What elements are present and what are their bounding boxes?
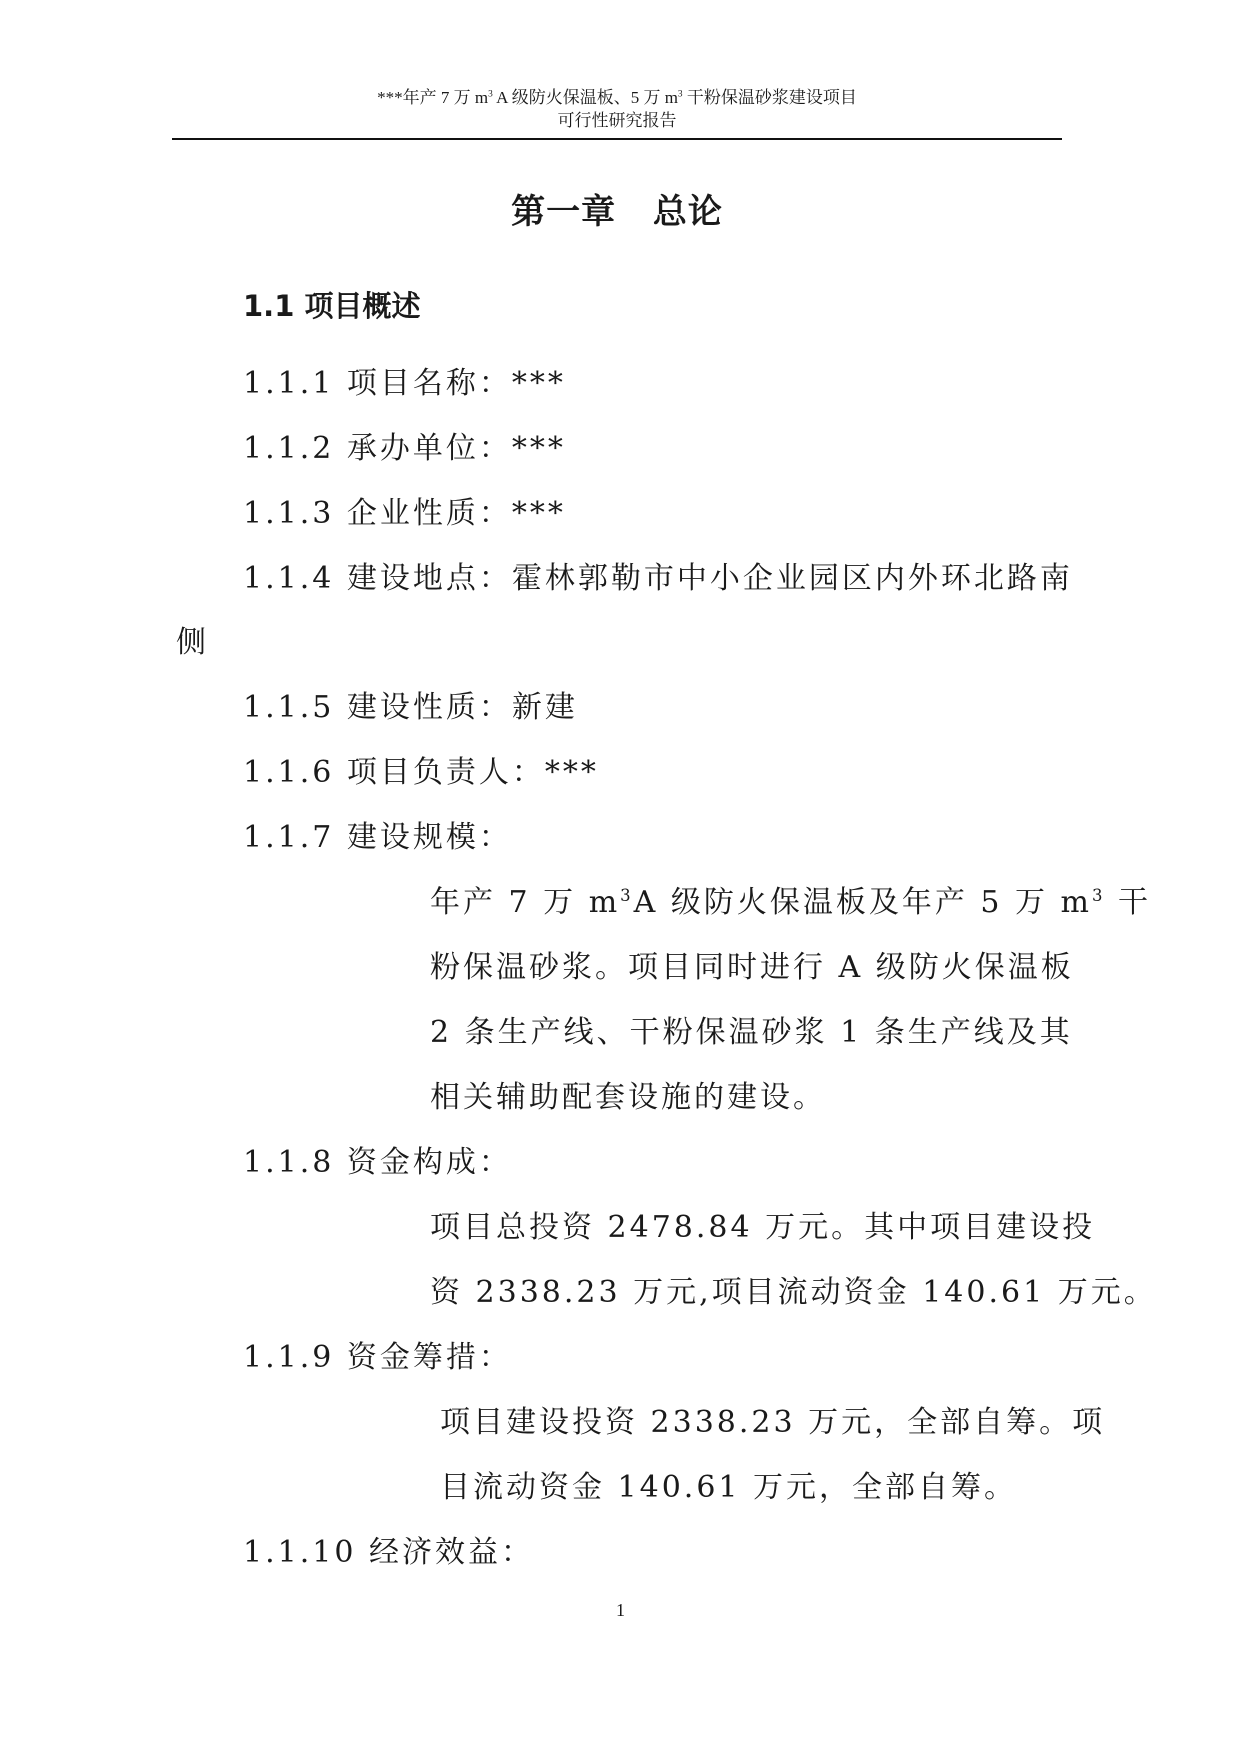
item-organizer: 1.1.2 承办单位：*** bbox=[243, 431, 566, 466]
raising-line-2: 目流动资金 140.61 万元，全部自筹。 bbox=[440, 1470, 1018, 1505]
item-location-continued: 侧 bbox=[176, 625, 209, 660]
scale-line-1-part-2: A 级防火保温板及年产 5 万 m bbox=[633, 885, 1092, 920]
header-line-1 bbox=[172, 86, 1062, 109]
header-line-2: 可行性研究报告 bbox=[557, 111, 677, 130]
item-enterprise-type: 1.1.3 企业性质：*** bbox=[243, 496, 566, 531]
page-number: 1 bbox=[616, 1600, 625, 1620]
item-construction-scale: 1.1.7 建设规模： bbox=[243, 820, 512, 855]
scale-line-2: 粉保温砂浆。项目同时进行 A 级防火保温板 bbox=[430, 950, 1074, 985]
item-funding-structure: 1.1.8 资金构成： bbox=[243, 1145, 512, 1180]
item-project-name: 1.1.1 项目名称：*** bbox=[243, 366, 566, 401]
item-fund-raising: 1.1.9 资金筹措： bbox=[243, 1340, 512, 1375]
item-construction-nature: 1.1.5 建设性质：新建 bbox=[243, 690, 578, 725]
item-project-leader: 1.1.6 项目负责人：*** bbox=[243, 755, 599, 790]
section-title: 1.1 项目概述 bbox=[243, 289, 421, 323]
item-economic-benefit: 1.1.10 经济效益： bbox=[243, 1535, 534, 1570]
chapter-title: 第一章 总论 bbox=[511, 192, 723, 232]
scale-line-1 bbox=[430, 881, 1151, 925]
header-superscript-1: 3 bbox=[488, 89, 493, 100]
funding-line-2: 资 2338.23 万元,项目流动资金 140.61 万元。 bbox=[430, 1275, 1157, 1310]
scale-line-1-part-1: 年产 7 万 m bbox=[430, 885, 621, 920]
header-superscript-2: 3 bbox=[677, 89, 683, 100]
header-line-1-part-3: 干粉保温砂浆建设项目 bbox=[682, 88, 857, 107]
item-location: 1.1.4 建设地点：霍林郭勒市中小企业园区内外环北路南 bbox=[243, 561, 1073, 596]
scale-superscript-1: 3 bbox=[620, 886, 634, 905]
header-line-1-part-1: ***年产 7 万 m bbox=[377, 88, 489, 107]
running-header bbox=[172, 86, 1062, 132]
raising-line-1: 项目建设投资 2338.23 万元，全部自筹。项 bbox=[440, 1405, 1106, 1440]
scale-line-4: 相关辅助配套设施的建设。 bbox=[430, 1080, 826, 1115]
scale-line-3: 2 条生产线、干粉保温砂浆 1 条生产线及其 bbox=[430, 1015, 1073, 1050]
scale-superscript-2: 3 bbox=[1092, 886, 1106, 905]
header-divider bbox=[172, 138, 1062, 140]
funding-line-1: 项目总投资 2478.84 万元。其中项目建设投 bbox=[430, 1210, 1096, 1245]
header-line-1-part-2: A 级防火保温板、5 万 m bbox=[492, 88, 678, 107]
scale-line-1-part-3: 干 bbox=[1105, 885, 1152, 920]
